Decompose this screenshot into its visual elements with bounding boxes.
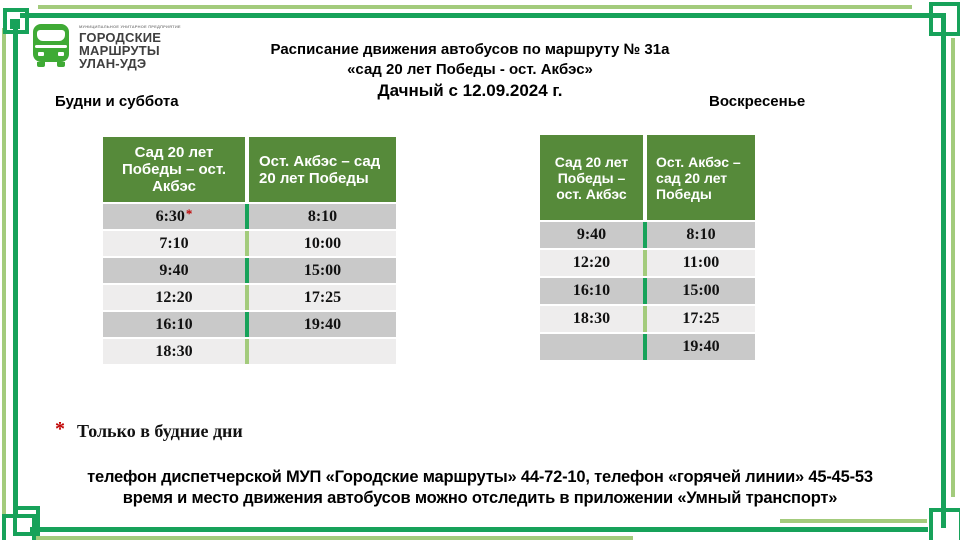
table-row xyxy=(103,312,396,337)
logo-small-text: МУНИЦИПАЛЬНОЕ УНИТАРНОЕ ПРЕДПРИЯТИЕ xyxy=(79,24,181,29)
company-logo xyxy=(33,22,181,70)
frame-corner-square-top-left-small xyxy=(10,19,20,29)
logo-line2: МАРШРУТЫ xyxy=(79,43,160,58)
logo-line1: ГОРОДСКИЕ xyxy=(79,30,162,45)
time-cell: 10:00 xyxy=(249,231,396,256)
table-header-cell: Ост. Акбэс – сад 20 лет Победы xyxy=(647,135,755,220)
logo-text xyxy=(79,22,181,70)
time-cell: 19:40 xyxy=(647,334,755,360)
frame-right-dark-line xyxy=(941,13,946,528)
frame-corner-square-bottom-right xyxy=(929,508,960,540)
frame-top-light-line xyxy=(38,5,912,9)
sunday-section-label: Воскресенье xyxy=(709,93,806,110)
footer-line2: время и место движения автобусов можно отследить в приложении «Умный транспорт» xyxy=(122,488,838,507)
table-row xyxy=(540,278,755,304)
time-cell: 7:10 xyxy=(103,231,245,256)
table-row xyxy=(103,339,396,364)
title-line2: «сад 20 лет Победы - ост. Акбэс» xyxy=(347,61,593,78)
frame-corner-square-bottom-left-small xyxy=(13,506,40,536)
frame-right-light-line xyxy=(951,38,955,497)
frame-bottom-dark-line xyxy=(30,527,928,532)
table-row xyxy=(540,334,755,360)
table-row xyxy=(103,285,396,310)
frame-bottom-light-line xyxy=(33,536,633,540)
weekdays-section-label: Будни и суббота xyxy=(55,93,179,110)
time-cell: 8:10 xyxy=(249,204,396,229)
footnote-asterisk: * xyxy=(185,205,193,221)
frame-left-dark-line xyxy=(13,26,18,515)
footnote xyxy=(55,418,243,442)
time-cell: 19:40 xyxy=(249,312,396,337)
schedule-table-weekdays xyxy=(103,137,396,364)
footer-line1: телефон диспетчерской МУП «Городские маршруты» 44-72-10, телефон «горячей линии» 45-45-53 xyxy=(87,467,873,486)
table-row xyxy=(103,258,396,283)
schedule-table-sunday xyxy=(540,135,755,360)
time-cell: 12:20 xyxy=(103,285,245,310)
time-cell xyxy=(540,334,643,360)
table-header-cell: Сад 20 лет Победы – ост. Акбэс xyxy=(103,137,245,202)
time-cell: 17:25 xyxy=(647,306,755,332)
table-body xyxy=(103,204,396,364)
frame-top-dark-line xyxy=(20,13,945,18)
title-line1: Расписание движения автобусов по маршруту № 31а xyxy=(270,41,670,58)
time-cell: 8:10 xyxy=(647,222,755,248)
time-cell: 17:25 xyxy=(249,285,396,310)
time-cell: 15:00 xyxy=(647,278,755,304)
time-cell: 12:20 xyxy=(540,250,643,276)
time-cell: 6:30 * xyxy=(103,204,245,229)
title-line3: Дачный с 12.09.2024 г. xyxy=(377,81,563,100)
footnote-asterisk: * xyxy=(55,418,65,440)
time-cell: 11:00 xyxy=(647,250,755,276)
bus-icon xyxy=(33,22,69,68)
table-header-row xyxy=(540,135,755,220)
table-row xyxy=(540,306,755,332)
time-cell: 9:40 xyxy=(540,222,643,248)
table-header-row xyxy=(103,137,396,202)
time-cell: 18:30 xyxy=(103,339,245,364)
table-row xyxy=(540,222,755,248)
table-row xyxy=(540,250,755,276)
frame-corner-square-top-right xyxy=(929,2,960,36)
frame-bottom-right-light-line xyxy=(780,519,927,523)
table-header-cell: Ост. Акбэс – сад 20 лет Победы xyxy=(249,137,396,202)
time-cell xyxy=(249,339,396,364)
table-row xyxy=(103,204,396,229)
time-cell: 16:10 xyxy=(103,312,245,337)
page-title xyxy=(230,40,710,102)
logo-line3: УЛАН-УДЭ xyxy=(79,56,147,71)
table-row xyxy=(103,231,396,256)
footnote-text: Только в будние дни xyxy=(77,421,243,441)
table-body xyxy=(540,222,755,360)
time-cell: 15:00 xyxy=(249,258,396,283)
time-cell: 18:30 xyxy=(540,306,643,332)
time-cell: 16:10 xyxy=(540,278,643,304)
frame-left-light-line xyxy=(2,28,6,515)
time-cell: 9:40 xyxy=(103,258,245,283)
footer-contacts xyxy=(0,466,960,508)
table-header-cell: Сад 20 лет Победы – ост. Акбэс xyxy=(540,135,643,220)
